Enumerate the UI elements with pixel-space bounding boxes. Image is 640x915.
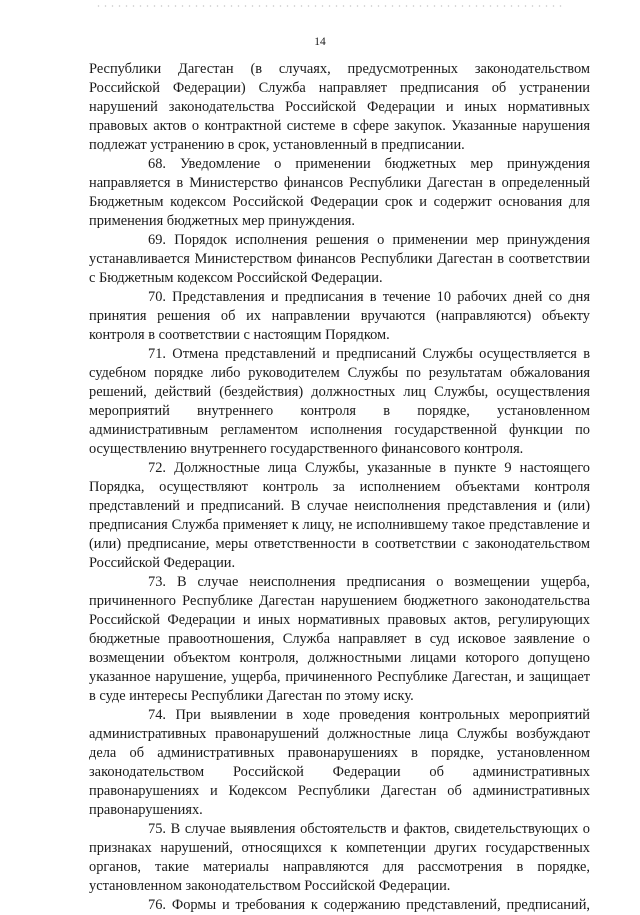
scan-noise-strip — [95, 4, 565, 8]
paragraph-68: 68. Уведомление о применении бюджетных мер принуждения направляется в Министерство финансов Республики Дагестан в определенный Бюджетным кодексом Российской Федерации срок и содержит основания для применения бюджетных мер принуждения. — [89, 156, 590, 229]
paragraph-76: 76. Формы и требования к содержанию представлений, предписаний, — [148, 897, 590, 913]
paragraph-70: 70. Представления и предписания в течение 10 рабочих дней со дня принятия решения об их направлении вручаются (направляются) объекту контроля в соответствии с настоящим Порядком. — [89, 289, 590, 343]
paragraph-75: 75. В случае выявления обстоятельств и фактов, свидетельствующих о признаках нарушений, относящихся к компетенции других государственных органов, такие материалы направляются для рассмотрения в порядке, установленном законодательством Российской Федерации. — [89, 821, 590, 894]
page-number: 14 — [314, 36, 326, 48]
paragraph-74: 74. При выявлении в ходе проведения контрольных мероприятий административных правонарушений должностные лица Службы возбуждают дела об административных правонарушениях в порядке, установленном законодательством Российской Федерации об административных правонарушениях и Кодексом Республики Дагестан об административных правонарушениях. — [89, 707, 590, 818]
paragraph-73: 73. В случае неисполнения предписания о возмещении ущерба, причиненного Республике Дагестан нарушением бюджетного законодательства Российской Федерации и иных нормативных правовых актов, регулирующих бюджетные правоотношения, Служба направляет в суд исковое заявление о возмещении объектом контроля, должностными лицами которого допущено указанное нарушение, ущерба, причиненного Республике Дагестан, и защищает в суде интересы Республики Дагестан по этому иску. — [89, 574, 590, 704]
document-body — [89, 60, 590, 915]
paragraph-71: 71. Отмена представлений и предписаний Службы осуществляется в судебном порядке либо руководителем Службы по результатам обжалования решений, действий (бездействия) должностных лиц Службы, осуществления мероприятий внутреннего контроля в порядке, установленном административным регламентом исполнения государственной функции по осуществлению внутреннего государственного финансового контроля. — [89, 346, 590, 457]
paragraph-72: 72. Должностные лица Службы, указанные в пункте 9 настоящего Порядка, осуществляют контроль за исполнением объектами контроля представлений и предписаний. В случае неисполнения представления и (или) предписания Служба применяет к лицу, не исполнившему такое представление и (или) предписание, меры ответственности в соответствии с законодательством Российской Федерации. — [89, 460, 590, 571]
paragraph-69: 69. Порядок исполнения решения о применении мер принуждения устанавливается Министерством финансов Республики Дагестан в соответствии с Бюджетным кодексом Российской Федерации. — [89, 232, 590, 286]
paragraph-continuation: Республики Дагестан (в случаях, предусмотренных законодательством Российской Федерации) Служба направляет предписания об устранении нарушений законодательства Российской Федерации и иных нормативных правовых актов о контрактной системе в сфере закупок. Указанные нарушения подлежат устранению в срок, установленный в предписании. — [89, 61, 590, 153]
